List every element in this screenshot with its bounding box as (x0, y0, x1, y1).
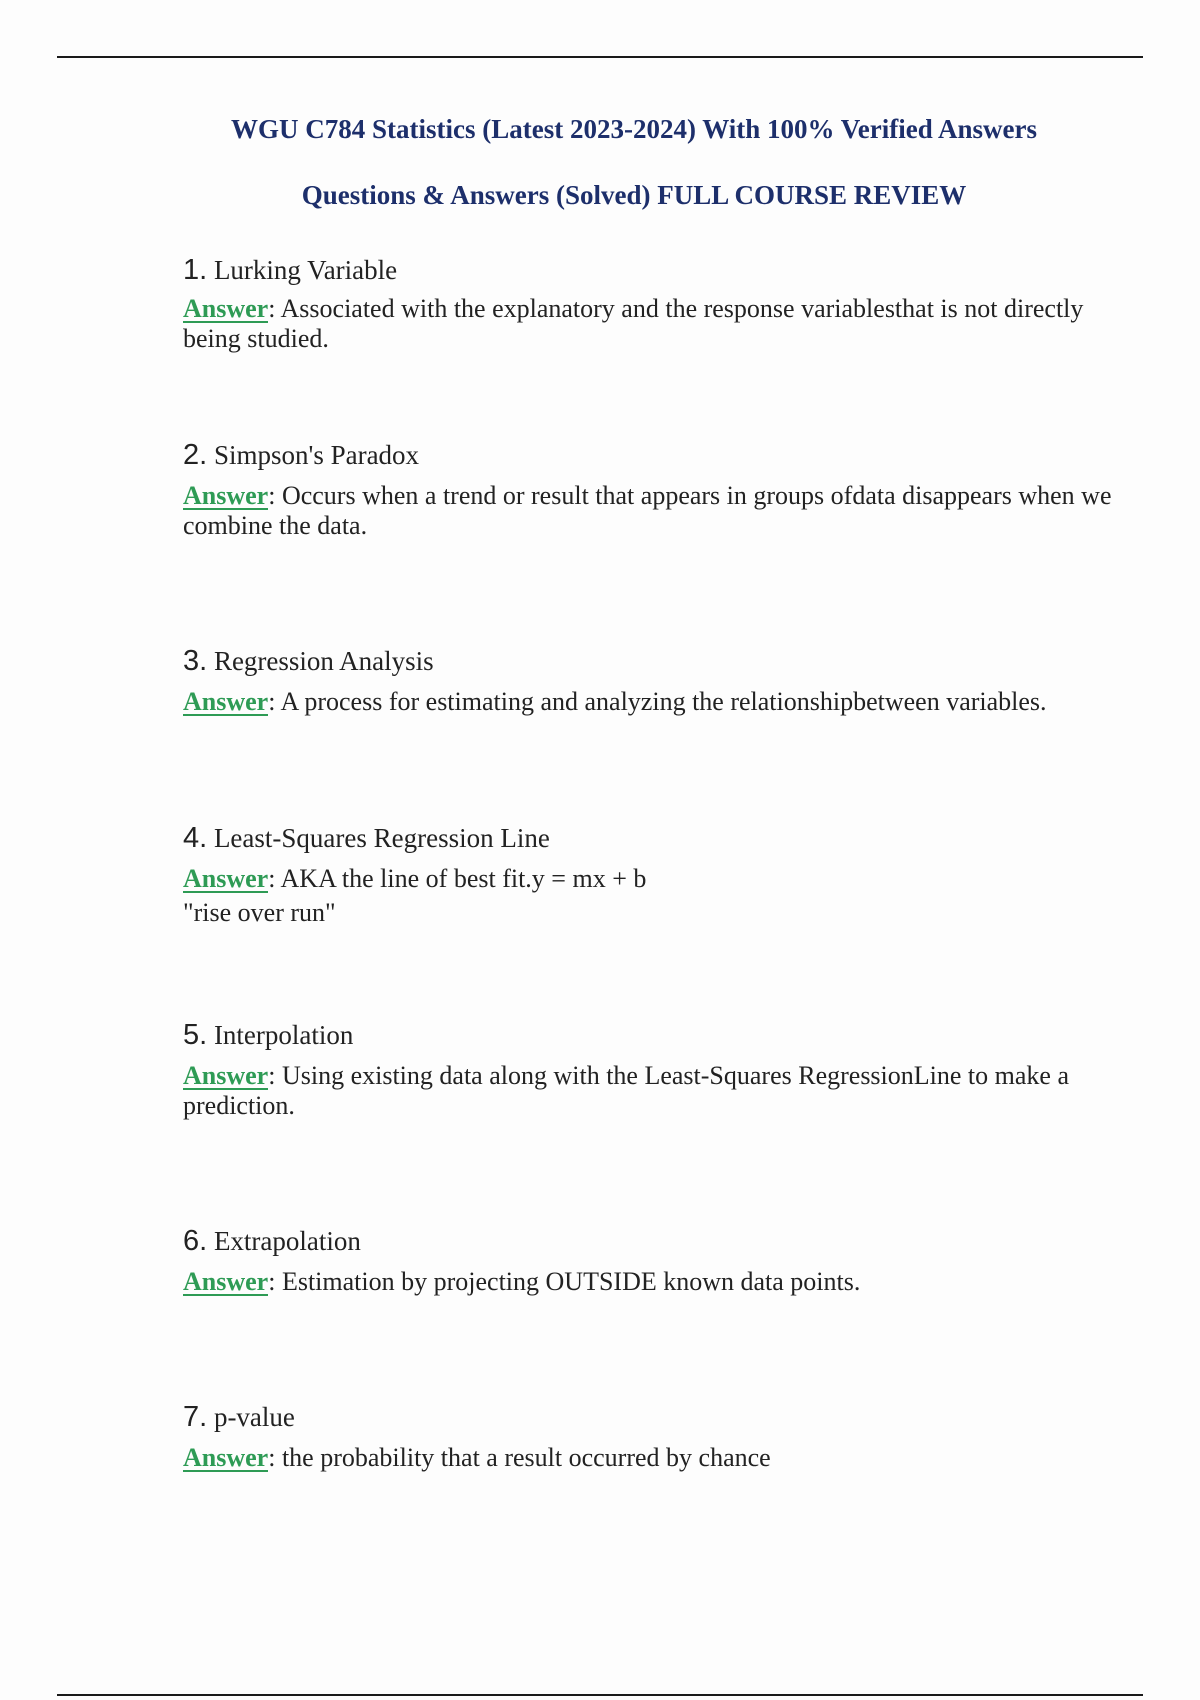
answer-7: Answer: the probability that a result occurred by chance (183, 1443, 771, 1472)
answer-label: Answer (183, 1061, 269, 1090)
answer-4-line2: "rise over run" (183, 898, 336, 927)
answer-text: Using existing data along with the Least-Squares RegressionLine to make a prediction. (183, 1061, 1069, 1120)
answer-1: Answer: Associated with the explanatory and the response variablesthat is not directly being studied. (183, 294, 1084, 353)
question-7 (183, 1401, 1133, 1433)
answer-text: Estimation by projecting OUTSIDE known data points. (281, 1267, 861, 1296)
answer-text: A process for estimating and analyzing the relationshipbetween variables. (280, 687, 1047, 716)
qa-item-4 (183, 822, 1133, 928)
question-number: 1. (183, 254, 208, 286)
question-number: 6. (183, 1225, 208, 1257)
question-number: 7. (183, 1401, 208, 1433)
answer-label: Answer (183, 1443, 269, 1472)
question-2 (183, 439, 1133, 471)
question-term: p-value (213, 1402, 295, 1432)
question-number: 2. (183, 439, 208, 471)
question-term: Regression Analysis (213, 646, 434, 676)
question-3 (183, 645, 1133, 677)
answer-label: Answer (183, 687, 269, 716)
question-4 (183, 822, 1133, 854)
question-number: 3. (183, 645, 208, 677)
answer-text: the probability that a result occurred by chance (281, 1443, 771, 1472)
qa-item-3 (183, 645, 1133, 717)
question-term: Interpolation (213, 1020, 354, 1050)
question-term: Lurking Variable (213, 255, 398, 285)
answer-text: Associated with the explanatory and the response variablesthat is not directly being studied. (183, 294, 1084, 353)
answer-text: Occurs when a trend or result that appears in groups ofdata disappears when we combine the data. (183, 481, 1112, 540)
answer-text: AKA the line of best fit.y = mx + b (280, 864, 647, 893)
question-6 (183, 1225, 1133, 1257)
answer-6: Answer: Estimation by projecting OUTSIDE known data points. (183, 1267, 861, 1296)
question-term: Extrapolation (213, 1226, 361, 1256)
answer-label: Answer (183, 481, 269, 510)
answer-3: Answer: A process for estimating and analyzing the relationshipbetween variables. (183, 687, 1047, 716)
answer-label: Answer (183, 864, 269, 893)
question-term: Least-Squares Regression Line (213, 823, 550, 853)
qa-item-6 (183, 1225, 1133, 1297)
question-1 (183, 254, 1133, 286)
qa-item-2 (183, 439, 1133, 541)
question-number: 4. (183, 822, 208, 854)
qa-item-5 (183, 1019, 1133, 1121)
answer-label: Answer (183, 294, 269, 323)
question-number: 5. (183, 1019, 208, 1051)
answer-label: Answer (183, 1267, 269, 1296)
answer-5: Answer: Using existing data along with the Least-Squares RegressionLine to make a prediction. (183, 1061, 1069, 1120)
bottom-rule (57, 1694, 1143, 1696)
qa-item-7 (183, 1401, 1133, 1473)
qa-item-1 (183, 254, 1133, 354)
top-rule (57, 56, 1143, 58)
answer-2: Answer: Occurs when a trend or result that appears in groups ofdata disappears when we combine the data. (183, 481, 1112, 540)
document-title: WGU C784 Statistics (Latest 2023-2024) With 100% Verified Answers (231, 114, 1037, 144)
document-subtitle: Questions & Answers (Solved) FULL COURSE REVIEW (301, 180, 967, 210)
question-term: Simpson's Paradox (213, 440, 420, 470)
answer-4: Answer: AKA the line of best fit.y = mx + b (183, 864, 647, 893)
question-5 (183, 1019, 1133, 1051)
